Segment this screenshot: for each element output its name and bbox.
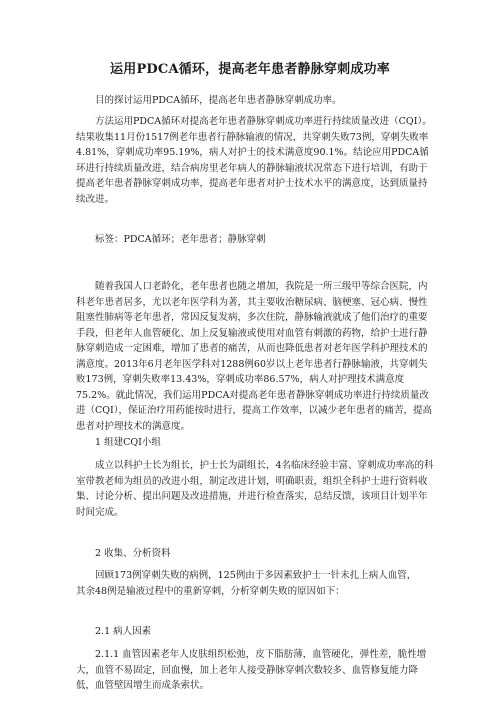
section-2-body [76,568,436,599]
keywords-line: 标签：PDCA循环；老年患者；静脉穿刺 [95,234,266,245]
objective-paragraph: 目的探讨运用PDCA循环，提高老年患者静脉穿刺成功率。 [95,95,342,106]
section-1-body: 成立以科护士长为组长，护士长为副组长，4名临床经验丰富、穿刺成功率高的科室带教老师为组员的改进小组，制定改进计划，明确职责，组织全科护士进行资料收集、讨论分析、提出问题及改进措施，并进行检查落实，总结反馈，该项目计划半年时间完成。 [76,460,434,518]
methods-results-paragraph: 方法运用PDCA循环对提高老年患者静脉穿刺成功率进行持续质量改进（CQI）。结果收集11月份1517例老年患者行静脉输液的情况，共穿刺失败73例，穿刺失败率4.81%，穿刺成功率95.19%，病人对护士的技术满意度90.1%。结论应用PDCA循环进行持续质量改进，结合病房里老年病人的静脉输液状况常态下进行培训，有助于提高老年患者静脉穿刺成功率，提高老年患者对护士技术水平的满意度，达到质量持续改进。 [76,116,432,205]
section-2-1-1-body: 2.1.1 血管因素老年人皮肤组织松弛，皮下脂肪薄，血管硬化，弹性差，脆性增大，血管不易固定，回血慢，加上老年人接受静脉穿刺次数较多、血管修复能力降低，血管壁因增生而成条索状。 [76,649,427,691]
section-2-body-line-2: 其余48例是输液过程中的重新穿刺，分析穿刺失败的原因如下： [76,585,345,597]
introduction-paragraph: 随着我国人口老龄化，老年患者也随之增加，我院是一所三级甲等综合医院，内科老年患者居多，尤以老年医学科为著，其主要收治糖尿病、脑梗塞、冠心病、慢性阻塞性肺病等老年患者，常因反复发病，多次住院，静脉输液就成了他们治疗的重要手段，但老年人血管硬化、加上反复输液或使用对血管有刺激的药物，给护士进行静脉穿刺造成一定困难，增加了患者的痛苦，从而也降低患者对老年医学科护理技术的满意度。2013年6月老年医学科对1288例60岁以上老年患者行静脉输液，共穿刺失败173例，穿刺失败率13.43%，穿刺成功率86.57%，病人对护理技术满意度75.2%。就此情况，我们运用PDCA对提高老年患者静脉穿刺成功率进行持续质量改进（CQI），保证治疗用药能按时进行，提高工作效率，以减少老年患者的痛苦，提高患者对护理技术的满意度。 [76,281,433,432]
document-title: 运用PDCA循环，提高老年患者静脉穿刺成功率 [110,62,390,77]
section-2-body-line-1: 回顾173例穿刺失败的病例，125例由于多因素致护士一针未扎上病人血管， [95,570,417,581]
section-1-heading: 1 组建CQI小组 [95,437,161,448]
section-2-heading: 2 收集、分析资料 [95,548,171,559]
section-2-1-heading: 2.1 病人因素 [95,626,152,637]
